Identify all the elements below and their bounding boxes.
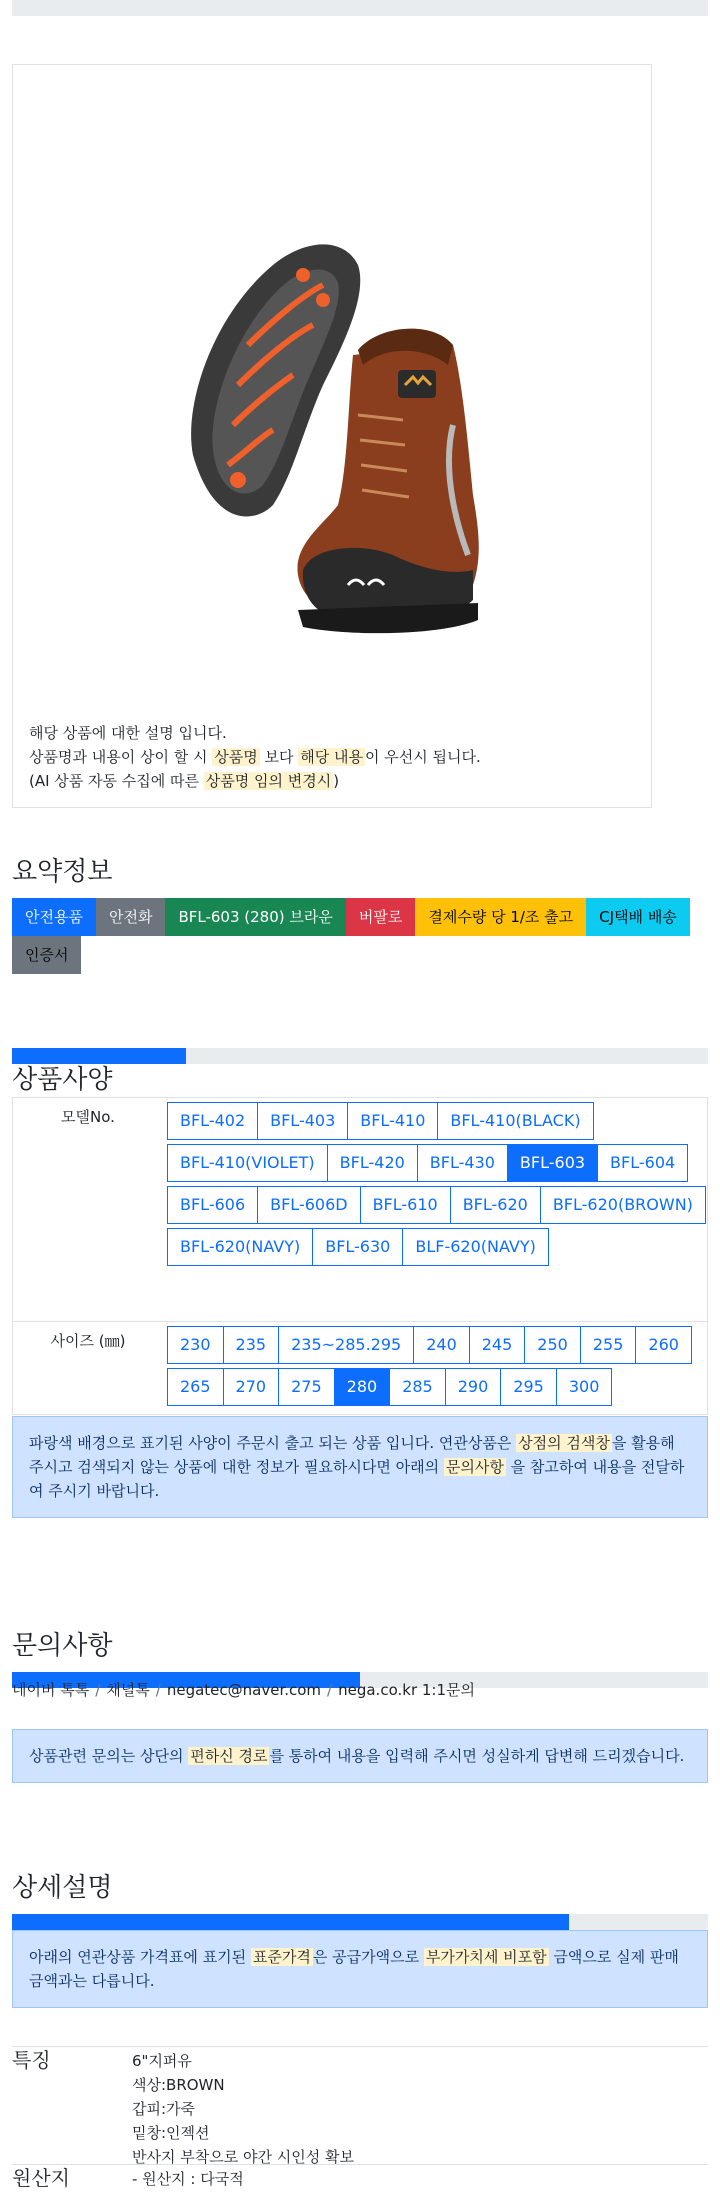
model-option[interactable]: BFL-620(NAVY): [167, 1228, 313, 1266]
model-option[interactable]: BFL-604: [597, 1144, 688, 1182]
detail-title: 상세설명: [12, 1873, 113, 1903]
size-option[interactable]: 260: [635, 1326, 692, 1364]
spec-title: 상품사양: [12, 1065, 113, 1095]
feature-item: 6"지퍼유: [132, 2052, 192, 2070]
spec-note: 파랑색 배경으로 표기된 사양이 주문시 출고 되는 상품 입니다. 연관상품은 상점의 검색창 을 활용해 주시고 검색되지 않는 상품에 대한 정보가 필요하시다면 아래의 문의사항 을 참고하여 내용을 전달하여 주시기 바랍니다.: [12, 1416, 708, 1518]
summary-tag: 버팔로: [346, 898, 415, 936]
size-label: 사이즈 (㎜): [50, 1332, 126, 1350]
size-option[interactable]: 300: [556, 1368, 613, 1406]
summary-title: 요약정보: [12, 857, 113, 887]
size-row: [13, 1322, 707, 1414]
model-option[interactable]: BFL-410(BLACK): [437, 1102, 593, 1140]
summary-tags: [12, 898, 712, 974]
model-option[interactable]: BFL-606: [167, 1186, 258, 1224]
model-option[interactable]: BFL-620(BROWN): [540, 1186, 706, 1224]
size-option[interactable]: 230: [167, 1326, 224, 1364]
product-description: [29, 721, 481, 793]
model-option[interactable]: BFL-410: [347, 1102, 438, 1140]
size-option[interactable]: 245: [469, 1326, 526, 1364]
inquiry-links: 네이버 톡톡 / 채널톡 / negatec@naver.com / nega.co.kr 1:1문의: [12, 1681, 475, 1699]
link-site-inquiry[interactable]: nega.co.kr 1:1문의: [338, 1681, 475, 1699]
model-option[interactable]: BLF-620(NAVY): [402, 1228, 549, 1266]
spec-progress: [12, 1048, 708, 1064]
size-option[interactable]: 275: [278, 1368, 335, 1406]
feature-item: 반사지 부착으로 야간 시인성 확보: [132, 2148, 354, 2166]
summary-tag: 결제수량 당 1/조 출고: [415, 898, 586, 936]
model-option[interactable]: BFL-620: [450, 1186, 541, 1224]
origin-row: [12, 2164, 708, 2200]
model-option[interactable]: BFL-420: [327, 1144, 418, 1182]
size-option[interactable]: 280: [334, 1368, 391, 1406]
model-option[interactable]: BFL-410(VIOLET): [167, 1144, 328, 1182]
model-label: 모델No.: [61, 1108, 115, 1126]
model-option[interactable]: BFL-606D: [257, 1186, 360, 1224]
origin-label: 원산지: [12, 2166, 70, 2190]
feature-item: 밑창:인젝션: [132, 2124, 210, 2142]
link-email[interactable]: negatec@naver.com: [166, 1681, 322, 1699]
feature-row: [12, 2046, 708, 2165]
size-option[interactable]: 240: [413, 1326, 470, 1364]
link-channel-talk[interactable]: 채널톡: [106, 1681, 150, 1699]
model-option[interactable]: BFL-610: [360, 1186, 451, 1224]
summary-tag: CJ택배 배송: [586, 898, 690, 936]
summary-tag: 안전용품: [12, 898, 96, 936]
summary-tag: 안전화: [96, 898, 165, 936]
feature-label: 특징: [12, 2048, 51, 2072]
product-photo: [153, 225, 513, 685]
model-option[interactable]: BFL-402: [167, 1102, 258, 1140]
feature-item: 색상:BROWN: [132, 2076, 225, 2094]
size-option[interactable]: 265: [167, 1368, 224, 1406]
detail-progress: [12, 1914, 708, 1930]
summary-tag: 인증서: [12, 936, 81, 974]
size-option[interactable]: 250: [524, 1326, 581, 1364]
top-divider: [12, 0, 708, 16]
desc-line-2: 상품명과 내용이 상이 할 시 상품명 보다 해당 내용 이 우선시 됩니다.: [29, 748, 481, 766]
size-option[interactable]: 235~285.295: [278, 1326, 414, 1364]
origin-value: - 원산지 : 다국적: [132, 2170, 244, 2188]
size-option[interactable]: 285: [389, 1368, 446, 1406]
inquiry-title: 문의사항: [12, 1631, 113, 1661]
size-option[interactable]: 290: [445, 1368, 502, 1406]
spec-table: [12, 1097, 708, 1415]
model-row: [13, 1098, 707, 1322]
summary-tag: BFL-603 (280) 브라운: [165, 898, 345, 936]
model-option[interactable]: BFL-630: [312, 1228, 403, 1266]
feature-list: [132, 2049, 354, 2169]
model-option[interactable]: BFL-403: [257, 1102, 348, 1140]
detail-note: 아래의 연관상품 가격표에 표기된 표준가격 은 공급가액으로 부가가치세 비포함 금액으로 실제 판매금액과는 다릅니다.: [12, 1930, 708, 2008]
size-option[interactable]: 235: [223, 1326, 280, 1364]
size-options: [163, 1322, 707, 1414]
model-options: [163, 1098, 707, 1321]
link-naver-talk[interactable]: 네이버 톡톡: [12, 1681, 90, 1699]
product-image-card: [12, 64, 652, 808]
size-option[interactable]: 270: [223, 1368, 280, 1406]
feature-item: 갑피:가죽: [132, 2100, 196, 2118]
model-option[interactable]: BFL-430: [417, 1144, 508, 1182]
inquiry-note: 상품관련 문의는 상단의 편하신 경로 를 통하여 내용을 입력해 주시면 성실하게 답변해 드리겠습니다.: [12, 1729, 708, 1783]
model-option[interactable]: BFL-603: [507, 1144, 598, 1182]
desc-line-1: 해당 상품에 대한 설명 입니다.: [29, 724, 227, 742]
size-option[interactable]: 295: [500, 1368, 557, 1406]
size-option[interactable]: 255: [580, 1326, 637, 1364]
desc-line-3: (AI 상품 자동 수집에 따른 상품명 임의 변경시 ): [29, 772, 340, 790]
